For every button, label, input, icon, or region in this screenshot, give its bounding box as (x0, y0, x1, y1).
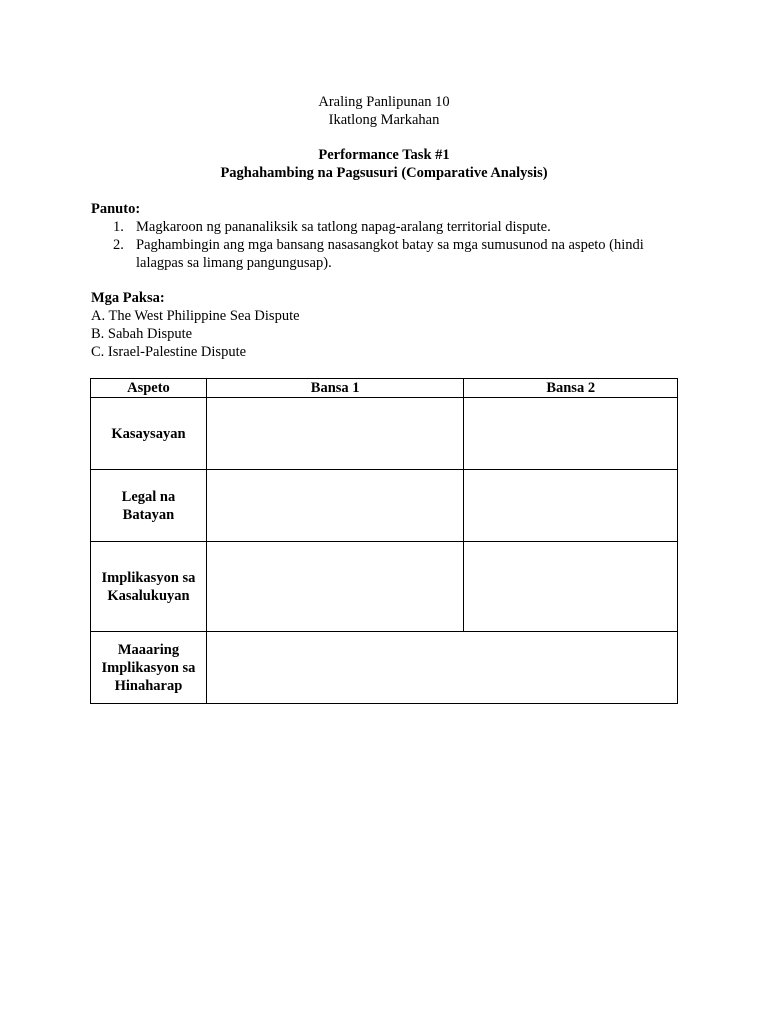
bansa-1-cell[interactable] (206, 398, 463, 470)
column-header-bansa-1: Bansa 1 (206, 379, 463, 398)
aspect-label-line: Hinaharap (114, 677, 183, 694)
aspect-label: Kasaysayan (111, 425, 186, 442)
topics-section (91, 289, 671, 361)
bansa-2-cell[interactable] (464, 398, 678, 470)
table-row (91, 470, 678, 542)
document-header (0, 93, 768, 129)
comparison-table (90, 378, 678, 704)
column-header-bansa-2: Bansa 2 (464, 379, 678, 398)
topic-item: A. The West Philippine Sea Dispute (91, 308, 300, 324)
table-row (91, 632, 678, 704)
bansa-1-cell[interactable] (206, 542, 463, 632)
list-item-number: 2. (113, 237, 124, 253)
topics-heading: Mga Paksa: (91, 290, 165, 306)
merged-answer-cell[interactable] (206, 632, 677, 704)
instructions-list (91, 218, 671, 272)
list-item (91, 218, 671, 236)
table-header-row (91, 379, 678, 398)
table-row (91, 542, 678, 632)
aspect-label-line: Implikasyon sa (101, 659, 196, 676)
task-heading (0, 146, 768, 182)
aspect-label-line: Legal na (121, 488, 176, 505)
aspect-label-line: Maaaring (117, 641, 180, 658)
list-item (91, 236, 671, 272)
bansa-2-cell[interactable] (464, 542, 678, 632)
topic-item: B. Sabah Dispute (91, 326, 193, 342)
topic-item: C. Israel-Palestine Dispute (91, 344, 247, 360)
table-row (91, 398, 678, 470)
aspect-cell (91, 542, 207, 632)
instructions-heading: Panuto: (91, 201, 141, 217)
aspect-label-line: Batayan (122, 506, 175, 523)
quarter-line: Ikatlong Markahan (328, 112, 440, 128)
aspect-cell (91, 398, 207, 470)
bansa-2-cell[interactable] (464, 470, 678, 542)
list-item-text: Paghambingin ang mga bansang nasasangkot batay sa mga sumusunod na aspeto (hindi lalagpas sa limang pangungusap). (136, 237, 644, 271)
subject-line: Araling Panlipunan 10 (318, 94, 450, 110)
task-title: Performance Task #1 (318, 147, 450, 163)
list-item-text: Magkaroon ng pananaliksik sa tatlong napag-aralang territorial dispute. (136, 219, 551, 235)
list-item-number: 1. (113, 219, 124, 235)
bansa-1-cell[interactable] (206, 470, 463, 542)
column-header-aspeto: Aspeto (91, 379, 207, 398)
aspect-cell (91, 470, 207, 542)
aspect-label-line: Implikasyon sa (101, 569, 196, 586)
instructions-section (91, 200, 671, 272)
task-subtitle: Paghahambing na Pagsusuri (Comparative Analysis) (220, 165, 548, 181)
aspect-cell (91, 632, 207, 704)
aspect-label-line: Kasalukuyan (107, 587, 190, 604)
